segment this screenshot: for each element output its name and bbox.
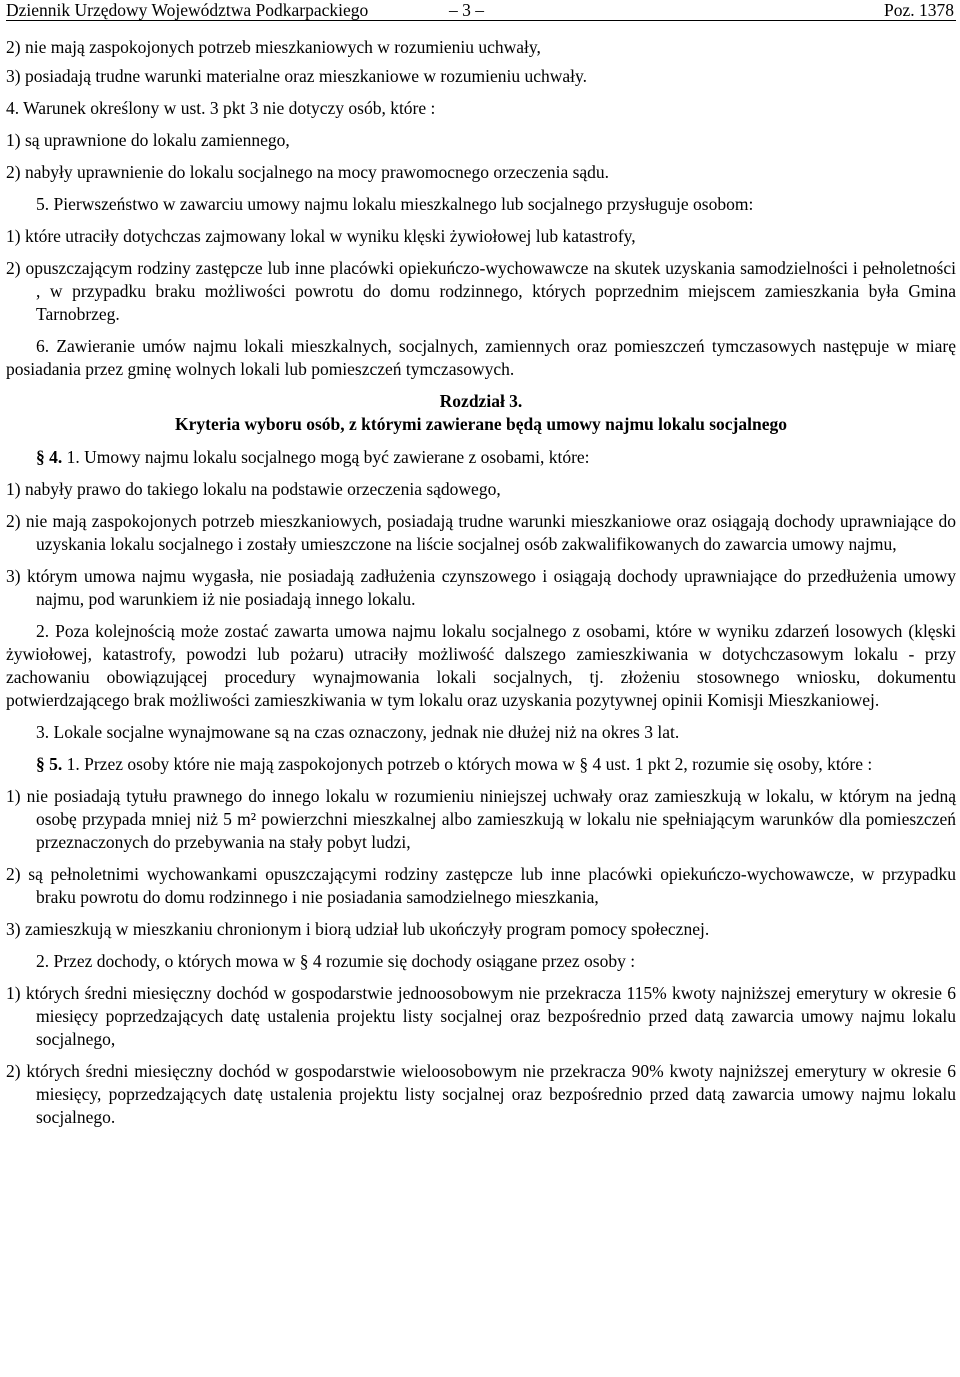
list-item: 2) których średni miesięczny dochód w gospodarstwie wieloosobowym nie przekracza 90% kwoty najniższej emerytury w okresie 6 miesięcy, poprzedzających datę ustalenia projektu listy socjalnej oraz bezpośrednio przed datą zawarcia umowy najmu lokalu socjalnego. [6, 1061, 956, 1127]
paragraph: 2. Poza kolejnością może zostać zawarta umowa najmu lokalu socjalnego z osobami, które w wyniku zdarzeń losowych (klęski żywiołowej, katastrofy, powodzi lub pożaru) utraciły możliwość dalszego zamieszkiwania w dotychczasowym lokalu - przy zachowaniu obowiązującej procedury wynajmowania lokali socjalnych, tj. złożeniu stosownego wniosku, dokumentu potwierdzającego brak możliwości zamieszkiwania w tym lokalu oraz uzyskania pozytywnej opinii Komisji Mieszkaniowej. [6, 621, 956, 710]
list-item: 2) opuszczającym rodziny zastępcze lub inne placówki opiekuńczo-wychowawcze na skutek uzyskania samodzielności i pełnoletności , w przypadku braku możliwości powrotu do domu rodzinnego, których poprzednim miejscem zamieszkania była Gmina Tarnobrzeg. [6, 258, 956, 324]
section-4-intro [6, 446, 956, 469]
list-item: 2) są pełnoletnimi wychowankami opuszczającymi rodziny zastępcze lub inne placówki opiekuńczo-wychowawcze, w przypadku braku powrotu do domu rodzinnego i nie posiadania samodzielnego mieszkania, [6, 864, 956, 907]
list-item: 1) nie posiadają tytułu prawnego do innego lokalu w rozumieniu niniejszej uchwały oraz zamieszkują w lokalu, w którym na jedną osobę przypada mniej niż 5 m² powierzchni mieszkalnej albo zamieszkują w lokalu nie spełniającym warunków dla pomieszczeń przeznaczonych do przebywania na stały pobyt ludzi, [6, 786, 956, 852]
position-number: Poz. 1378 [884, 0, 954, 20]
list-item: 2) nabyły uprawnienie do lokalu socjalnego na mocy prawomocnego orzeczenia sądu. [6, 162, 610, 182]
list-item: 3) zamieszkują w mieszkaniu chronionym i biorą udział lub ukończyły program pomocy społecznej. [6, 919, 710, 939]
list-item: 1) są uprawnione do lokalu zamiennego, [6, 130, 290, 150]
section-mark: § 4. [36, 447, 63, 467]
list-item: 3) posiadają trudne warunki materialne oraz mieszkaniowe w rozumieniu uchwały. [6, 66, 588, 86]
list-item: 3) którym umowa najmu wygasła, nie posiadają zadłużenia czynszowego i osiągają dochody uprawniające do przedłużenia umowy najmu, pod warunkiem iż nie posiadają innego lokalu. [6, 566, 956, 609]
page-header [6, 0, 956, 21]
list-item: 1) których średni miesięczny dochód w gospodarstwie jednoosobowym nie przekracza 115% kwoty najniższej emerytury w okresie 6 miesięcy poprzedzających datę ustalenia projektu listy socjalnej oraz bezpośrednio przed datą zawarcia umowy najmu lokalu socjalnego, [6, 983, 956, 1049]
paragraph: 4. Warunek określony w ust. 3 pkt 3 nie dotyczy osób, które : [6, 98, 436, 118]
page-number: – 3 – [449, 0, 484, 20]
list-item: 1) które utraciły dotychczas zajmowany lokal w wyniku klęski żywiołowej lub katastrofy, [6, 226, 636, 246]
chapter-number: Rozdział 3. [439, 391, 523, 411]
document-body [6, 36, 956, 1129]
paragraph: 3. Lokale socjalne wynajmowane są na czas oznaczony, jednak nie dłużej niż na okres 3 lat. [36, 722, 680, 742]
chapter-title: Kryteria wyboru osób, z którymi zawierane będą umowy najmu lokalu socjalnego [175, 414, 787, 434]
section-text: 1. Umowy najmu lokalu socjalnego mogą być zawierane z osobami, które: [62, 447, 590, 467]
section-mark: § 5. [36, 754, 63, 774]
journal-title: Dziennik Urzędowy Województwa Podkarpackiego [6, 0, 369, 20]
paragraph: 2. Przez dochody, o których mowa w § 4 rozumie się dochody osiągane przez osoby : [36, 951, 636, 971]
list-item: 2) nie mają zaspokojonych potrzeb mieszkaniowych w rozumieniu uchwały, [6, 37, 541, 57]
list-item: 2) nie mają zaspokojonych potrzeb mieszkaniowych, posiadają trudne warunki mieszkaniowe oraz osiągają dochody uprawniające do uzyskania lokalu socjalnego i zostały umieszczone na liście socjalnej osób zakwalifikowanych do zawarcia umowy najmu, [6, 511, 956, 554]
list-item: 1) nabyły prawo do takiego lokalu na podstawie orzeczenia sądowego, [6, 479, 501, 499]
section-5-intro [6, 753, 956, 776]
paragraph: 5. Pierwszeństwo w zawarciu umowy najmu lokalu mieszkalnego lub socjalnego przysługuje osobom: [36, 194, 754, 214]
paragraph: 6. Zawieranie umów najmu lokali mieszkalnych, socjalnych, zamiennych oraz pomieszczeń tymczasowych następuje w miarę posiadania przez gminę wolnych lokali lub pomieszczeń tymczasowych. [6, 336, 956, 379]
section-text: 1. Przez osoby które nie mają zaspokojonych potrzeb o których mowa w § 4 ust. 1 pkt 2, rozumie się osoby, które : [62, 754, 873, 774]
